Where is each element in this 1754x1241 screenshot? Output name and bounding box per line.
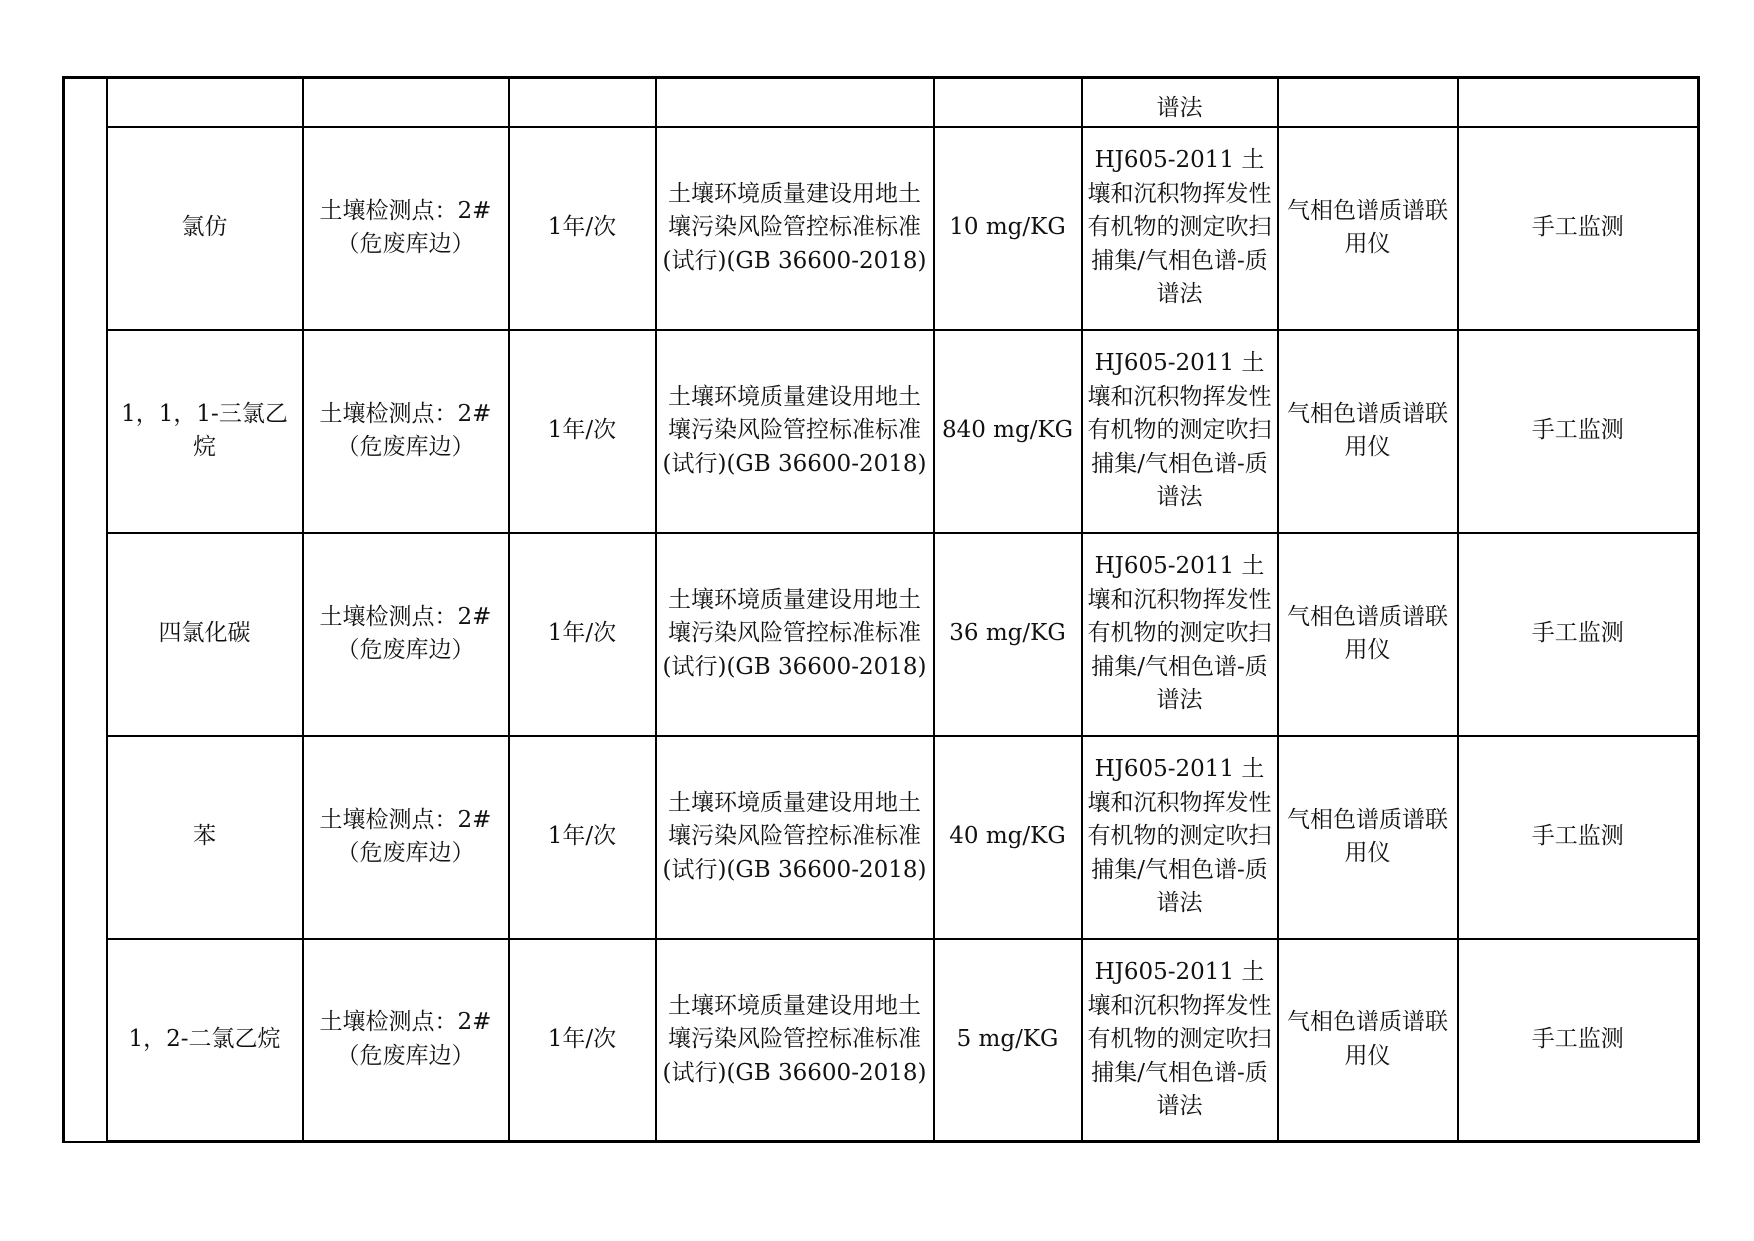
method-cell: HJ605-2011 土壤和沉积物挥发性有机物的测定吹扫捕集/气相色谱-质谱法	[1082, 127, 1278, 330]
pollutant-cell: 1，2-二氯乙烷	[107, 939, 303, 1142]
mode-cell: 手工监测	[1458, 533, 1699, 736]
limit-cell: 840 mg/KG	[934, 330, 1082, 533]
frequency-cell: 1年/次	[509, 127, 656, 330]
instrument-cell: 气相色谱质谱联用仪	[1278, 127, 1458, 330]
category-merged-cell	[64, 78, 107, 1142]
standard-cell: 土壤环境质量建设用地土壤污染风险管控标准标准(试行)(GB 36600-2018)	[656, 939, 934, 1142]
point-cell: 土壤检测点：2#（危废库边）	[303, 127, 509, 330]
frequency-cell: 1年/次	[509, 939, 656, 1142]
limit-cell: 36 mg/KG	[934, 533, 1082, 736]
pollutant-cell	[107, 78, 303, 127]
frequency-cell: 1年/次	[509, 330, 656, 533]
mode-cell	[1458, 78, 1699, 127]
mode-cell: 手工监测	[1458, 939, 1699, 1142]
limit-cell: 5 mg/KG	[934, 939, 1082, 1142]
instrument-cell: 气相色谱质谱联用仪	[1278, 533, 1458, 736]
pollutant-cell: 1，1，1-三氯乙烷	[107, 330, 303, 533]
pollutant-cell: 氯仿	[107, 127, 303, 330]
standard-cell: 土壤环境质量建设用地土壤污染风险管控标准标准(试行)(GB 36600-2018)	[656, 736, 934, 939]
method-cell: HJ605-2011 土壤和沉积物挥发性有机物的测定吹扫捕集/气相色谱-质谱法	[1082, 939, 1278, 1142]
monitoring-table	[62, 76, 1700, 1143]
mode-cell: 手工监测	[1458, 330, 1699, 533]
mode-cell: 手工监测	[1458, 127, 1699, 330]
table-row	[64, 736, 1699, 939]
point-cell	[303, 78, 509, 127]
limit-cell: 10 mg/KG	[934, 127, 1082, 330]
method-cell: 谱法	[1082, 78, 1278, 127]
standard-cell	[656, 78, 934, 127]
pollutant-cell: 四氯化碳	[107, 533, 303, 736]
standard-cell: 土壤环境质量建设用地土壤污染风险管控标准标准(试行)(GB 36600-2018)	[656, 533, 934, 736]
point-cell: 土壤检测点：2#（危废库边）	[303, 533, 509, 736]
point-cell: 土壤检测点：2#（危废库边）	[303, 939, 509, 1142]
table-row	[64, 330, 1699, 533]
limit-cell	[934, 78, 1082, 127]
monitoring-table-container	[62, 76, 1700, 1143]
instrument-cell	[1278, 78, 1458, 127]
method-cell: HJ605-2011 土壤和沉积物挥发性有机物的测定吹扫捕集/气相色谱-质谱法	[1082, 736, 1278, 939]
instrument-cell: 气相色谱质谱联用仪	[1278, 736, 1458, 939]
instrument-cell: 气相色谱质谱联用仪	[1278, 939, 1458, 1142]
frequency-cell: 1年/次	[509, 533, 656, 736]
table-row	[64, 939, 1699, 1142]
table-row	[64, 127, 1699, 330]
point-cell: 土壤检测点：2#（危废库边）	[303, 736, 509, 939]
continued-row	[64, 78, 1699, 127]
instrument-cell: 气相色谱质谱联用仪	[1278, 330, 1458, 533]
standard-cell: 土壤环境质量建设用地土壤污染风险管控标准标准(试行)(GB 36600-2018)	[656, 127, 934, 330]
method-cell: HJ605-2011 土壤和沉积物挥发性有机物的测定吹扫捕集/气相色谱-质谱法	[1082, 533, 1278, 736]
point-cell: 土壤检测点：2#（危废库边）	[303, 330, 509, 533]
frequency-cell: 1年/次	[509, 736, 656, 939]
table-row	[64, 533, 1699, 736]
method-cell: HJ605-2011 土壤和沉积物挥发性有机物的测定吹扫捕集/气相色谱-质谱法	[1082, 330, 1278, 533]
limit-cell: 40 mg/KG	[934, 736, 1082, 939]
standard-cell: 土壤环境质量建设用地土壤污染风险管控标准标准(试行)(GB 36600-2018)	[656, 330, 934, 533]
mode-cell: 手工监测	[1458, 736, 1699, 939]
frequency-cell	[509, 78, 656, 127]
pollutant-cell: 苯	[107, 736, 303, 939]
